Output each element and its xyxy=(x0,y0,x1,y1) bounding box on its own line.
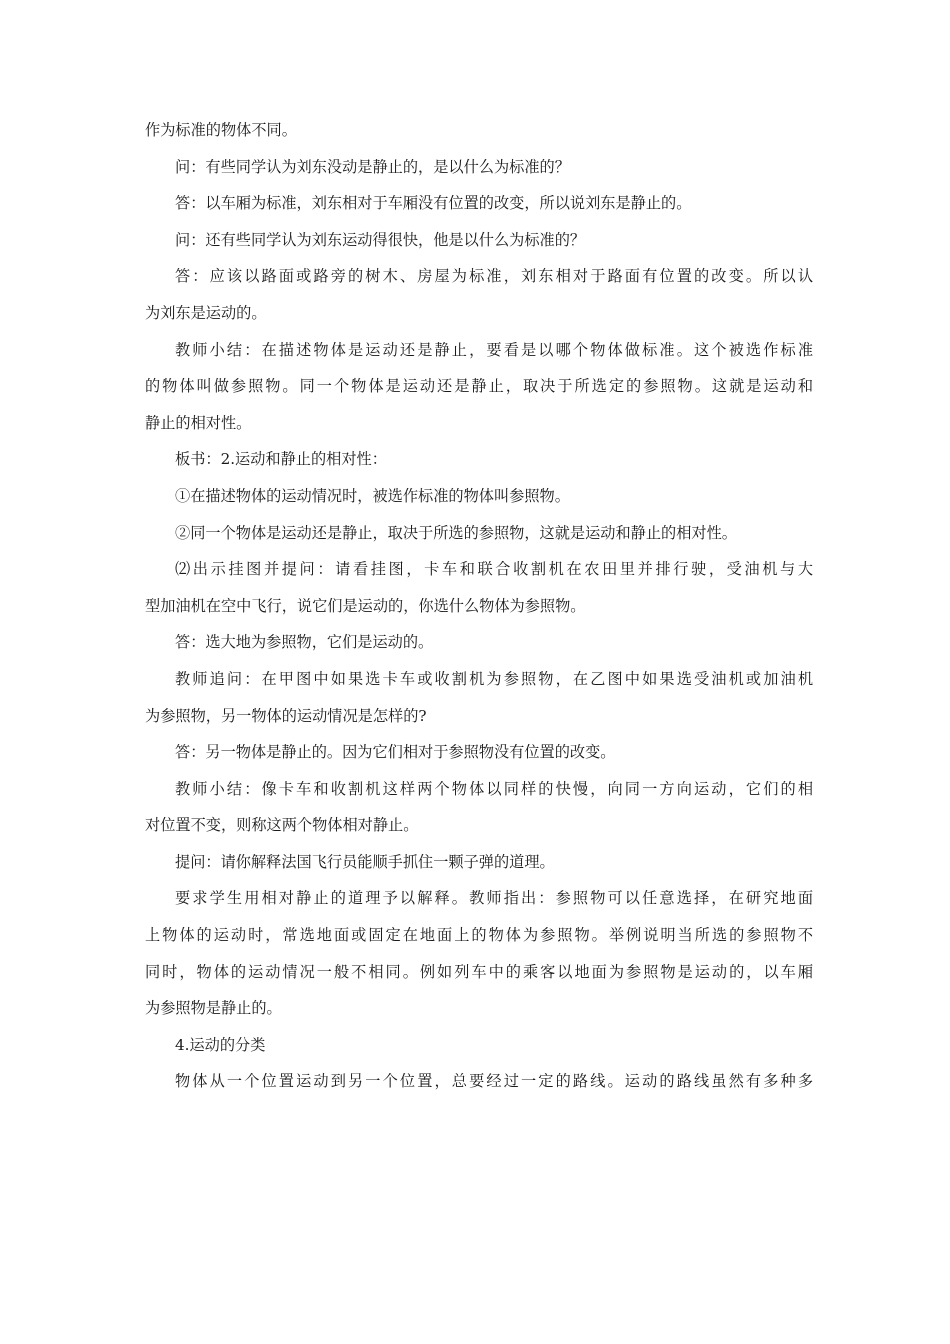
text-line: ⑵出示挂图并提问：请看挂图，卡车和联合收割机在农田里并排行驶，受油机与大 xyxy=(175,560,813,579)
text-line: 作为标准的物体不同。 xyxy=(145,121,297,139)
text-line: 答：另一物体是静止的。因为它们相对于参照物没有位置的改变。 xyxy=(175,743,616,762)
text-line: 的物体叫做参照物。同一个物体是运动还是静止，取决于所选定的参照物。这就是运动和 xyxy=(145,377,813,396)
text-line: 板书：2.运动和静止的相对性： xyxy=(175,450,387,469)
text-line: 对位置不变，则称这两个物体相对静止。 xyxy=(145,816,419,835)
text-line: 同时，物体的运动情况一般不相同。例如列车中的乘客以地面为参照物是运动的，以车厢 xyxy=(145,962,813,981)
text-line: 物体从一个位置运动到另一个位置，总要经过一定的路线。运动的路线虽然有多种多 xyxy=(175,1072,813,1091)
text-line: 要求学生用相对静止的道理予以解释。教师指出：参照物可以任意选择，在研究地面 xyxy=(175,889,813,908)
text-line: 问：有些同学认为刘东没动是静止的，是以什么为标准的？ xyxy=(175,157,570,176)
text-line: 上物体的运动时，常选地面或固定在地面上的物体为参照物。举例说明当所选的参照物不 xyxy=(145,926,813,945)
text-line: 答：应该以路面或路旁的树木、房屋为标准，刘东相对于路面有位置的改变。所以认 xyxy=(175,267,813,286)
text-line: 教师小结：在描述物体是运动还是静止，要看是以哪个物体做标准。这个被选作标准 xyxy=(175,340,813,359)
text-line: ①在描述物体的运动情况时，被选作标准的物体叫参照物。 xyxy=(175,486,570,505)
text-line: 为参照物是静止的。 xyxy=(145,999,282,1018)
text-line: 型加油机在空中飞行，说它们是运动的，你选什么物体为参照物。 xyxy=(145,596,586,615)
text-line: 为刘东是运动的。 xyxy=(145,303,267,322)
text-line: ②同一个物体是运动还是静止，取决于所选的参照物，这就是运动和静止的相对性。 xyxy=(175,523,737,542)
text-line: 问：还有些同学认为刘东运动得很快，他是以什么为标准的？ xyxy=(175,230,586,249)
text-line: 教师追问：在甲图中如果选卡车或收割机为参照物，在乙图中如果选受油机或加油机 xyxy=(175,669,813,688)
text-line: 静止的相对性。 xyxy=(145,413,252,432)
text-line: 答：选大地为参照物，它们是运动的。 xyxy=(175,633,434,652)
text-line: 为参照物，另一物体的运动情况是怎样的? xyxy=(145,706,427,725)
section-heading: 4.运动的分类 xyxy=(175,1035,266,1054)
text-line: 提问：请你解释法国飞行员能顺手抓住一颗子弹的道理。 xyxy=(175,852,555,871)
text-line: 答：以车厢为标准，刘东相对于车厢没有位置的改变，所以说刘东是静止的。 xyxy=(175,194,692,213)
document-page xyxy=(145,112,813,1100)
text-line: 教师小结：像卡车和收割机这样两个物体以同样的快慢，向同一方向运动，它们的相 xyxy=(175,779,813,798)
